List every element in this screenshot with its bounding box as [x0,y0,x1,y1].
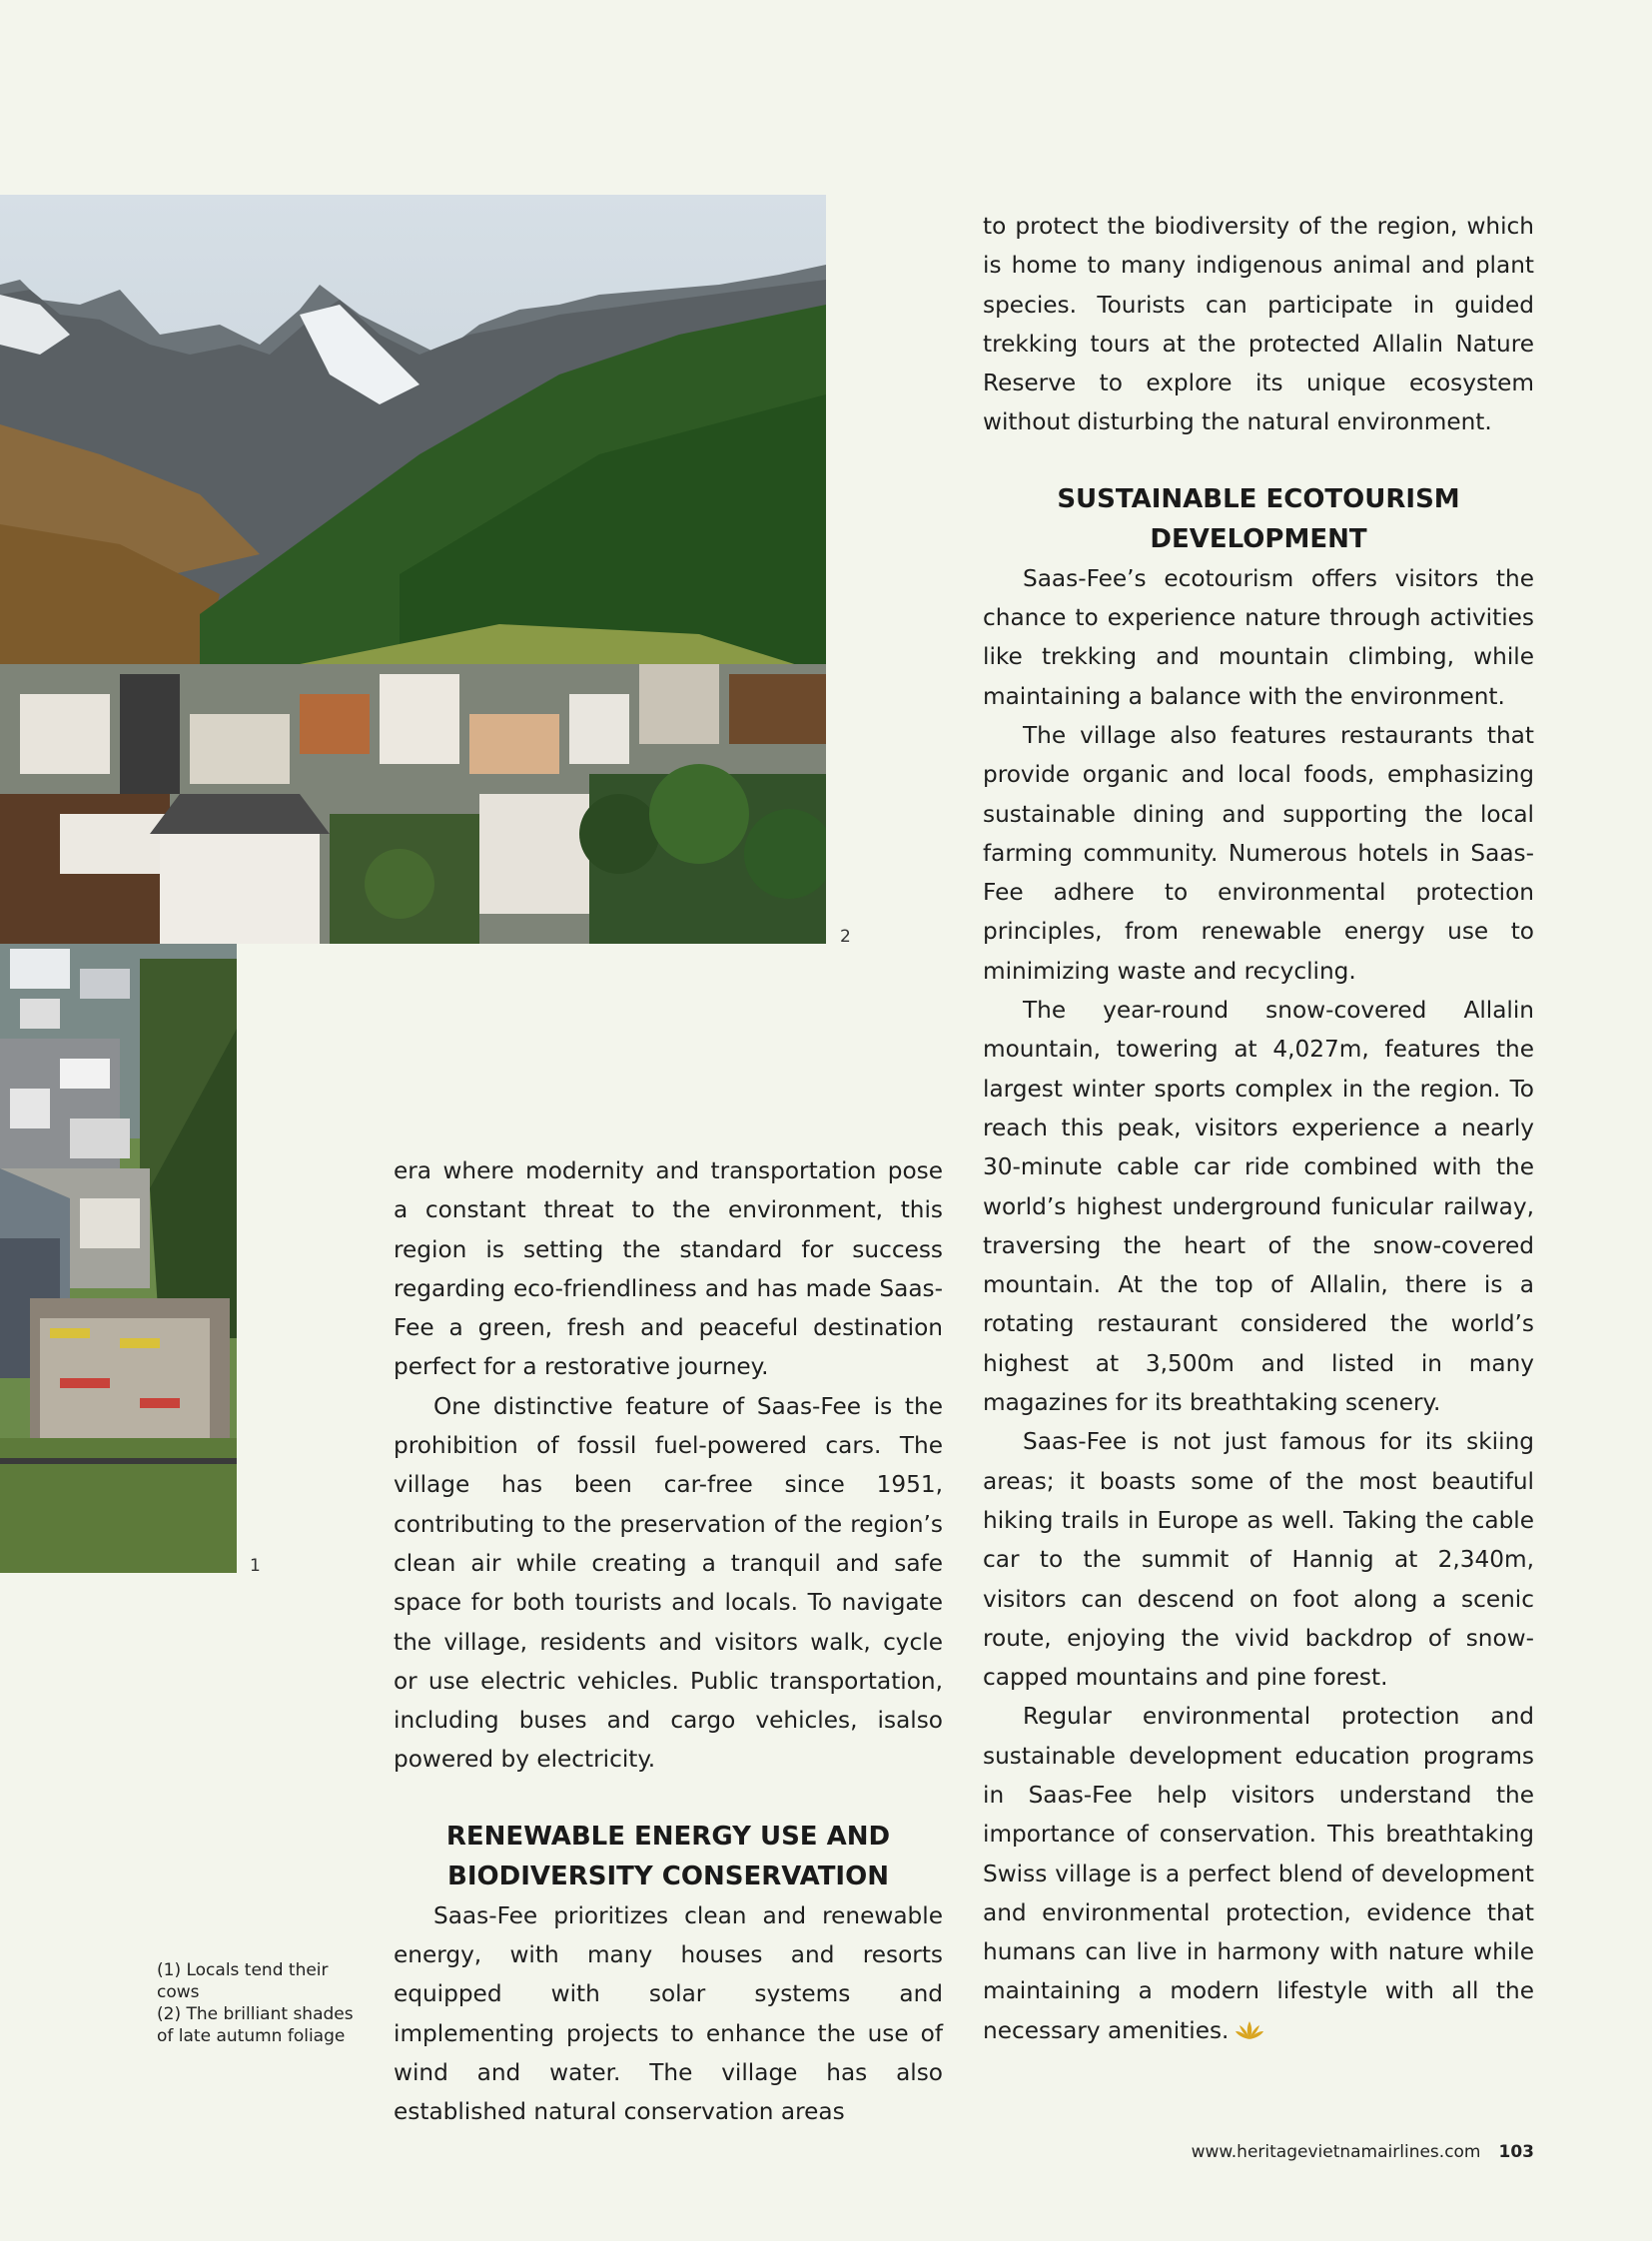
right-paragraph-1: to protect the biodiversity of the region, which is home to many indigenous animal and plant species. Tourists can participate in guided trekking tours at the protected Allalin Nature Reserve to explore its unique ecosystem without disturbing the natural environment. [983,213,1534,436]
page-number: 103 [1498,2142,1534,2162]
page-footer [1192,2142,1534,2162]
right-paragraph-2: Saas-Fee’s ecotourism offers visitors the chance to experience nature through activities like trekking and mountain climbing, while maintaining a balance with the environment. [983,564,1534,710]
middle-paragraph-3: Saas-Fee prioritizes clean and renewable energy, with many houses and resorts equipped with solar systems and implementing projects to enhance the use of wind and water. The village has also established natural conservation areas [394,1901,943,2126]
right-paragraph-3: The village also features restaurants that provide organic and local foods, emphasizing sustainable dining and supporting the local farming community. Numerous hotels in Saas-Fee adhere to environmental protection principles, from renewable energy use to minimizing waste and recycling. [983,721,1534,985]
middle-paragraph-2: One distinctive feature of Saas-Fee is the prohibition of fossil fuel-powered cars. The village has been car-free since 1951, contributing to the preservation of the region’s clean air while creating a tranquil and safe space for both tourists and locals. To navigate the village, residents and visitors walk, cycle or use electric vehicles. Public transportation, including buses and cargo vehicles, isalso powered by electricity. [394,1392,943,1774]
caption-line-1: (1) Locals tend their cows [157,1960,329,2002]
section-heading-ecotourism: SUSTAINABLE ECOTOURISM DEVELOPMENT [1057,483,1460,554]
photo-locals-cows [0,939,237,1573]
right-column [983,207,1534,2050]
right-paragraph-4: The year-round snow-covered Allalin mountain, towering at 4,027m, features the largest winter sports complex in the region. To reach this peak, visitors experience a nearly 30-minute cable car ride combined with the world’s highest underground funicular railway, traversing the heart of the snow-covered mountain. At the top of Allalin, there is a rotating restaurant considered the world’s highest at 3,500m and listed in many magazines for its breathtaking scenery. [983,997,1534,1417]
photo-2-number: 2 [840,927,851,947]
website-link[interactable]: www.heritagevietnamairlines.com [1191,2142,1481,2162]
section-heading-renewable-energy: RENEWABLE ENERGY USE AND BIODIVERSITY CONSERVATION [445,1821,891,1891]
right-paragraph-6-wrap [983,1697,1534,2050]
photo-1-image [0,939,237,1573]
photo-1-number: 1 [250,1556,261,1576]
middle-column [394,1151,943,2132]
right-paragraph-5: Saas-Fee is not just famous for its skiing areas; it boasts some of the most beautiful hiking trails in Europe as well. Taking the cable car to the summit of Hannig at 2,340m, visitors can descend on foot along a scenic route, enjoying the vivid backdrop of snow-capped mountains and pine forest. [983,1428,1534,1692]
photo-2-image [0,195,826,944]
caption-line-2: (2) The brilliant shades of late autumn foliage [157,2004,354,2046]
lotus-icon [1235,2019,1264,2041]
middle-paragraph-1: era where modernity and transportation pose a constant threat to the environment, this region is setting the standard for success regarding eco-friendliness and has made Saas-Fee a green, fresh and peaceful destination perfect for a restorative journey. [394,1157,943,1381]
photo-caption [157,1959,367,2047]
right-paragraph-6: Regular environmental protection and sustainable development education programs in Saas-Fee help visitors understand the importance of conservation. This breathtaking Swiss village is a perfect blend of development and environmental protection, evidence that humans can live in harmony with nature while maintaining a modern lifestyle with all the necessary amenities. [983,1703,1534,2044]
photo-autumn-foliage [0,195,826,944]
